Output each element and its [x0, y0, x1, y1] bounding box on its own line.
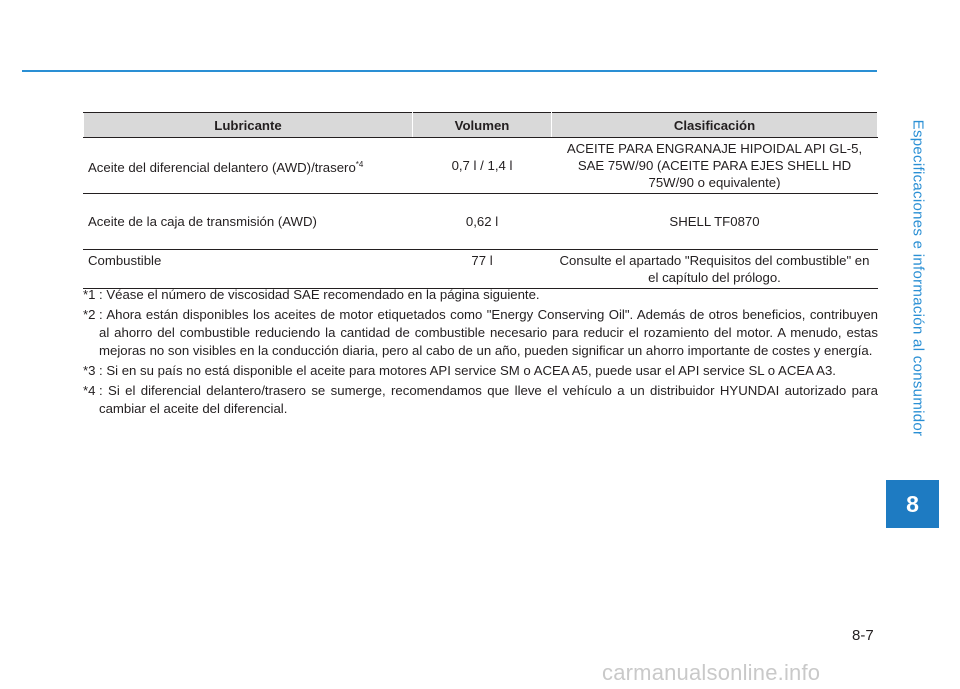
footnote-text: : Ahora están disponibles los aceites de motor etiquetados como "Energy Conserving Oil". Además de otros beneficios, contribuyen al ahorro del combustible reduciendo la cantidad de combustible necesario para reducir el rozamiento del motor. A menudo, estas mejoras no son visibles en la conducción diaria, pero al cabo de un año, pueden significar un ahorro importante de costes y energía.: [99, 307, 878, 358]
footnote: [83, 286, 878, 304]
table-header-row: [84, 113, 878, 138]
volume-cell: 0,7 l / 1,4 l: [413, 138, 552, 194]
footnotes: [83, 286, 878, 420]
lubricant-name: Aceite del diferencial delantero (AWD)/trasero: [88, 159, 356, 175]
table-row: [84, 138, 878, 194]
header-classification: Clasificación: [552, 113, 878, 138]
classification-cell: [552, 250, 878, 289]
classification-line: ACEITE PARA ENGRANAJE HIPOIDAL API GL-5,: [566, 141, 863, 156]
classification-line: el capítulo del prólogo.: [648, 270, 781, 285]
classification-cell: [552, 138, 878, 194]
classification-cell: [552, 194, 878, 250]
header-volume: Volumen: [413, 113, 552, 138]
classification-line: SHELL TF0870: [669, 214, 760, 229]
footnote-text: : Si el diferencial delantero/trasero se sumerge, recomendamos que lleve el vehículo a un distribuidor HYUNDAI autorizado para cambiar el aceite del diferencial.: [99, 383, 878, 416]
volume-cell: 0,62 l: [413, 194, 552, 250]
footnote: [83, 306, 878, 360]
table-row: [84, 194, 878, 250]
header-lubricant: Lubricante: [84, 113, 413, 138]
top-divider: [22, 70, 877, 72]
classification-line: 75W/90 o equivalente): [648, 175, 781, 190]
lubricant-cell: Aceite de la caja de transmisión (AWD): [84, 194, 413, 250]
watermark: carmanualsonline.info: [602, 660, 821, 685]
lubricant-cell: [84, 138, 413, 194]
table-row: [84, 250, 878, 289]
footnote-mark: *3: [83, 363, 96, 378]
chapter-side-title: Especificaciones e información al consumidor: [909, 119, 927, 437]
volume-cell: 77 l: [413, 250, 552, 289]
page-number: 8-7: [852, 627, 874, 644]
footnote: [83, 382, 878, 418]
footnote-text: : Véase el número de viscosidad SAE recomendado en la página siguiente.: [99, 287, 540, 302]
classification-line: SAE 75W/90 (ACEITE PARA EJES SHELL HD: [577, 158, 852, 173]
footnote: [83, 362, 878, 380]
footnote-mark: *1: [83, 287, 96, 302]
footnote-text: : Si en su país no está disponible el aceite para motores API service SM o ACEA A5, puede usar el API service SL o ACEA A3.: [99, 363, 836, 378]
footnote-mark: *4: [355, 159, 364, 169]
footnote-mark: *4: [83, 383, 96, 398]
lubricant-cell: Combustible: [84, 250, 413, 289]
chapter-number-tab: 8: [886, 480, 939, 528]
lubricant-table: [83, 112, 878, 289]
footnote-mark: *2: [83, 307, 96, 322]
classification-line: Consulte el apartado "Requisitos del combustible" en: [559, 253, 870, 268]
